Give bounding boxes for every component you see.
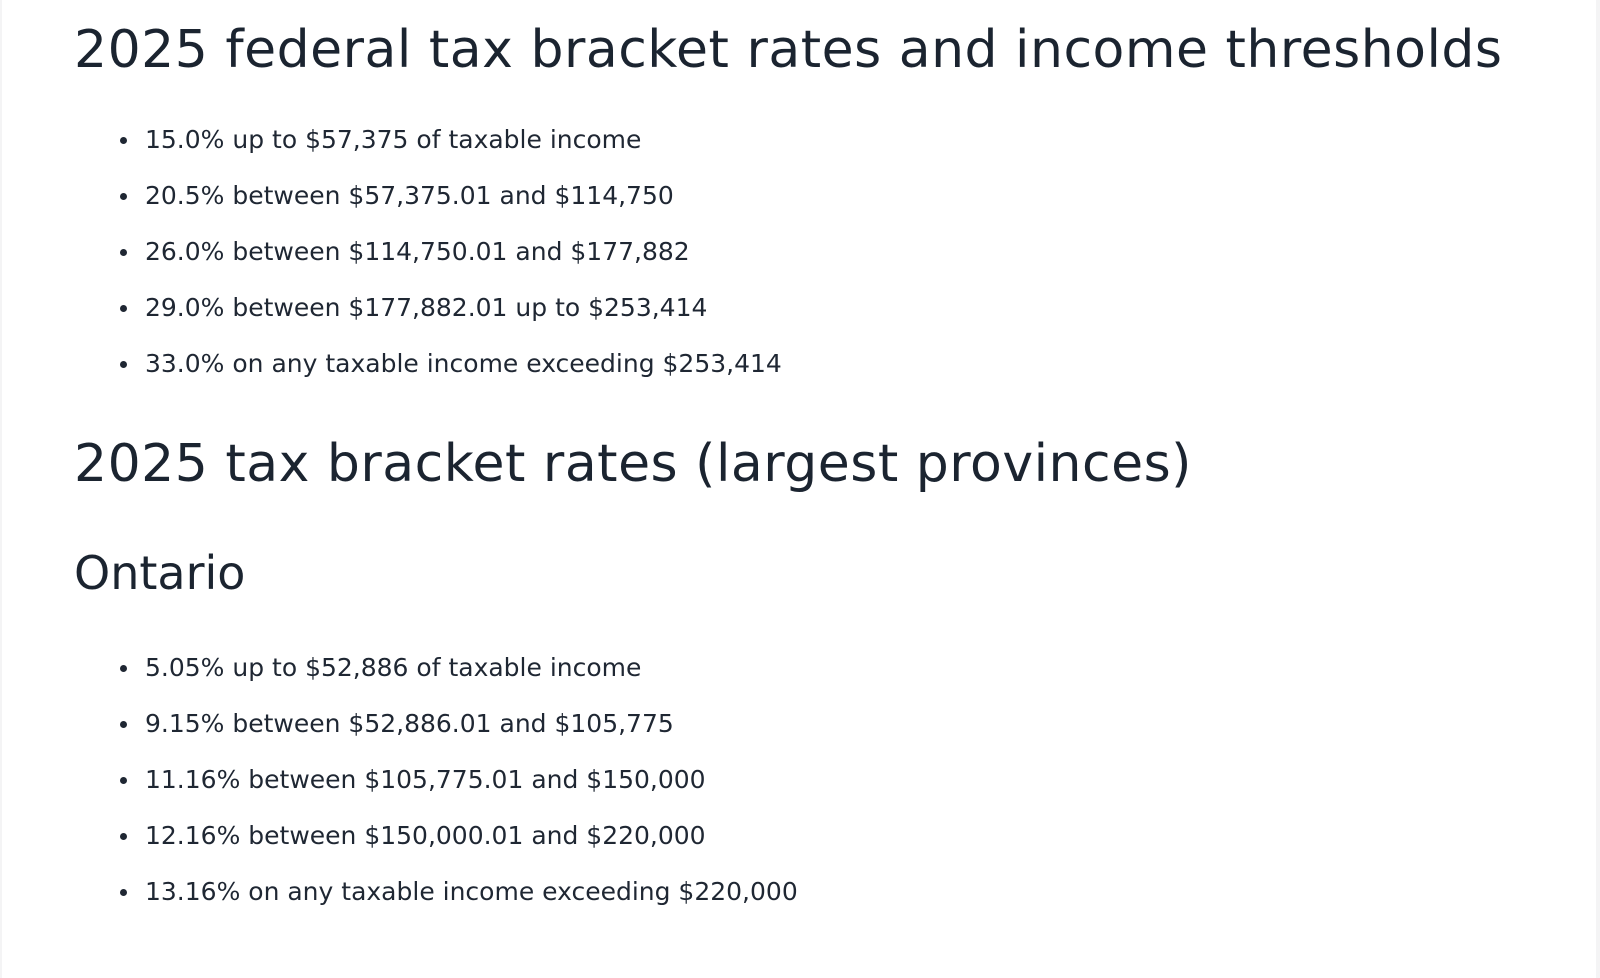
list-item — [120, 696, 798, 752]
list-item — [120, 168, 782, 224]
list-item — [120, 640, 798, 696]
bracket-text: 26.0% between $114,750.01 and $177,882 — [145, 237, 690, 266]
bullet-icon — [120, 665, 127, 672]
bracket-text: 13.16% on any taxable income exceeding $220,000 — [145, 877, 798, 906]
bullet-icon — [120, 721, 127, 728]
list-item — [120, 752, 798, 808]
bracket-text: 29.0% between $177,882.01 up to $253,414 — [145, 293, 708, 322]
bracket-text: 12.16% between $150,000.01 and $220,000 — [145, 821, 706, 850]
bullet-icon — [120, 833, 127, 840]
bullet-icon — [120, 889, 127, 896]
bracket-text: 15.0% up to $57,375 of taxable income — [145, 125, 642, 154]
bullet-icon — [120, 249, 127, 256]
list-item — [120, 336, 782, 392]
ontario-heading: Ontario — [74, 546, 246, 600]
bracket-text: 5.05% up to $52,886 of taxable income — [145, 653, 642, 682]
bullet-icon — [120, 137, 127, 144]
list-item — [120, 808, 798, 864]
bullet-icon — [120, 193, 127, 200]
bracket-text: 20.5% between $57,375.01 and $114,750 — [145, 181, 674, 210]
bullet-icon — [120, 777, 127, 784]
ontario-bracket-list — [120, 640, 798, 920]
bullet-icon — [120, 361, 127, 368]
document-page — [2, 0, 1596, 978]
bracket-text: 33.0% on any taxable income exceeding $253,414 — [145, 349, 782, 378]
federal-heading: 2025 federal tax bracket rates and income thresholds — [74, 20, 1503, 80]
bracket-text: 9.15% between $52,886.01 and $105,775 — [145, 709, 674, 738]
federal-bracket-list — [120, 112, 782, 392]
bracket-text: 11.16% between $105,775.01 and $150,000 — [145, 765, 706, 794]
list-item — [120, 112, 782, 168]
provincial-heading: 2025 tax bracket rates (largest provinces) — [74, 434, 1192, 494]
list-item — [120, 224, 782, 280]
list-item — [120, 280, 782, 336]
list-item — [120, 864, 798, 920]
bullet-icon — [120, 305, 127, 312]
